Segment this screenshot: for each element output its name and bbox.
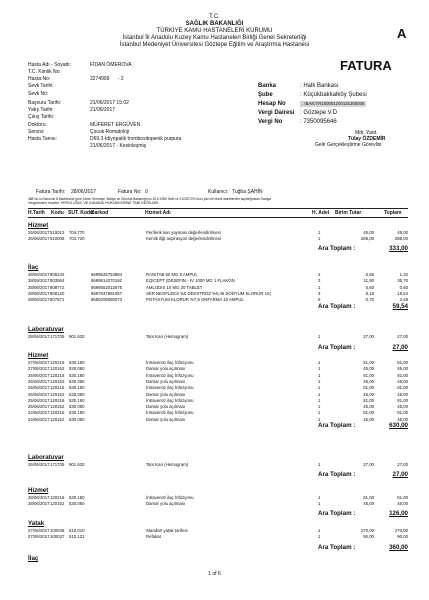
row-total: 270,00 [394, 528, 408, 533]
row-date: 28/06/2017 [28, 284, 50, 290]
table-row [28, 398, 408, 404]
row-name: EQICEPT (DESEFIN - IV 1000 MG 1 FLAKON [146, 278, 235, 284]
corner-letter: A [397, 26, 407, 41]
signer-role: Gelir Gerçekleştirme Görevlisi [315, 142, 382, 148]
row-name: Refakat [146, 534, 161, 540]
table-row [28, 379, 408, 385]
row-name: Tam Kan (Hemogram) [146, 334, 189, 339]
yatis-value: 21/06/2017 [90, 107, 116, 113]
tani-value-2: 21/06/2017 - Kesinleşmiş [90, 143, 147, 149]
row-date: 26/06/2017 [28, 230, 50, 235]
subtotal-value: 126,00 [389, 510, 408, 517]
row-name: Damar yolu açılması [146, 416, 186, 422]
row-code: 120216 [50, 397, 65, 403]
row-code: 120216 [50, 385, 65, 391]
row-unit: 45,00 [363, 501, 374, 507]
row-name: AMLODIS 10 MG 20 TABLET [146, 284, 203, 290]
row-sut: 530.060 [69, 404, 85, 410]
fatura-title: FATURA [340, 58, 392, 73]
row-name: POTASYUM KLORUR %7,5 ONFARMA 10 AMPUL [146, 297, 244, 303]
section-title: Hizmet [28, 487, 49, 494]
invoice-no-label: Fatura No: [118, 189, 142, 195]
table-row [28, 285, 408, 291]
row-code: 120152 [50, 391, 65, 397]
row-sut: 530.060 [69, 501, 85, 507]
row-sut: 530.060 [69, 378, 85, 384]
row-code: 120152 [50, 416, 65, 422]
table-row [28, 410, 408, 416]
row-name: Standart yatak tarifesi [146, 528, 188, 533]
row-sut: 530.060 [69, 416, 85, 422]
row-date: 28/06/2017 [28, 272, 50, 277]
row-total: 1,32 [399, 272, 408, 277]
row-total: 81,00 [397, 360, 408, 365]
row-total: 81,00 [397, 397, 408, 403]
row-sut: 530.060 [69, 366, 85, 372]
table-row [28, 366, 408, 372]
row-unit: 45,00 [363, 230, 374, 235]
row-qty: 1 [318, 230, 321, 235]
row-code: 808120 [50, 290, 65, 296]
row-qty: 1 [318, 397, 321, 403]
table-row [28, 534, 408, 540]
row-qty: 1 [318, 534, 321, 540]
row-sut: 510.010 [69, 528, 85, 533]
sevk-tarihi-label: Sevk Tarihi: [28, 83, 54, 89]
row-sut: 530.160 [69, 385, 85, 391]
header-top-rule [28, 208, 408, 209]
row-code: 100037 [50, 534, 65, 540]
row-qty: 3 [318, 290, 321, 296]
row-qty: 1 [318, 366, 321, 372]
row-unit: 45,00 [363, 391, 374, 397]
basvuru-value: 21/06/2017 15:02 [90, 100, 129, 106]
row-name: Damar yolu açılması [146, 501, 186, 507]
row-qty: 1 [318, 284, 321, 290]
row-sut: 901.620 [69, 462, 85, 467]
row-qty: 3 [318, 278, 321, 284]
row-unit: 45,00 [363, 404, 374, 410]
table-row [28, 230, 408, 236]
row-total: 0,50 [399, 284, 408, 290]
col-toplam: Toplam [384, 210, 402, 216]
kullanici-label: Kullanıcı: [208, 189, 229, 195]
row-code: 120216 [50, 410, 65, 416]
invoice-date-label: Fatura Tarihi: [36, 189, 66, 195]
subtotal-label: Ara Toplam : [318, 245, 356, 252]
header-tc: T.C. [209, 14, 220, 20]
row-unit: 0,50 [365, 284, 374, 290]
row-date: 26/06/2017 [28, 372, 50, 378]
row-date: 28/06/2017 [28, 278, 50, 284]
row-qty: 1 [318, 236, 321, 242]
sevk-no-label: Sevk No: [28, 91, 49, 97]
subtotal-value: 333,00 [389, 245, 408, 252]
header-ministry: SAĞLIK BAKANLIĞI [185, 21, 244, 27]
row-unit: 81,00 [363, 410, 374, 416]
row-total: 81,00 [397, 495, 408, 500]
row-date: 28/06/2017 [28, 495, 50, 500]
hasta-no-label: Hasta No: [28, 76, 51, 82]
col-sut: SUT. Kodu [68, 210, 93, 216]
row-barkod: 8680206090073 [91, 297, 123, 303]
row-sut: 530.160 [69, 360, 85, 365]
row-unit: 45,00 [363, 366, 374, 372]
row-code: 171705 [50, 462, 65, 467]
table-row [28, 360, 408, 366]
row-qty: 1 [318, 495, 321, 500]
row-date: 26/06/2017 [28, 385, 50, 391]
row-name: İntravenöz ilaç İnfüzyonu [146, 385, 194, 391]
doktor-value: MÜFERET ERGÜVEN [90, 122, 141, 128]
subtotal-label: Ara Toplam : [318, 471, 356, 478]
servis-label: Servisi: [28, 129, 45, 135]
row-qty: 1 [318, 501, 321, 507]
table-row [28, 278, 408, 284]
subtotal-value: 630,00 [389, 422, 408, 429]
section-title: Hizmet [28, 352, 49, 359]
row-total: 90,00 [397, 534, 408, 540]
row-date: 25/06/2017 [28, 404, 50, 410]
row-total: 27,00 [397, 462, 408, 467]
row-total: 45,00 [397, 501, 408, 507]
header-hospital: İstanbul Medeniyet Üniversitesi Göztepe Eğitim ve Araştırma Hastanesi [119, 42, 310, 48]
row-barkod: 8699525753984 [91, 272, 123, 277]
row-unit: 81,00 [363, 360, 374, 365]
row-code: 803564 [50, 278, 65, 284]
row-date: 26/06/2017 [28, 462, 50, 467]
row-date: 26/06/2017 [28, 236, 50, 242]
row-date: 27/06/2017 [28, 534, 50, 540]
row-unit: 81,00 [363, 372, 374, 378]
invoice-date-value: 28/06/2017 [71, 189, 97, 195]
row-qty: 1 [318, 416, 321, 422]
row-date: 27/06/2017 [28, 366, 50, 372]
row-sut: 901.620 [69, 334, 85, 339]
row-code: 120216 [50, 372, 65, 378]
table-row [28, 236, 408, 242]
subtotal-label: Ara Toplam : [318, 510, 356, 517]
row-unit: 11,90 [363, 278, 374, 284]
col-kodu: Kodu [51, 210, 64, 216]
row-code: 120216 [50, 360, 65, 365]
row-date: 28/06/2017 [28, 334, 50, 339]
row-code: 808132 [50, 272, 65, 277]
hasta-no-value: 3274999 - 2 [90, 76, 124, 82]
basvuru-label: Başvuru Tarihi: [28, 100, 61, 106]
table-row [28, 495, 408, 501]
row-total: 27,00 [397, 334, 408, 339]
banka-value: : Halk Bankası [300, 83, 339, 89]
row-code: 808772 [50, 284, 65, 290]
vn-value: : 7350095646 [300, 119, 337, 125]
row-sut: 530.160 [69, 410, 85, 416]
row-qty: 1 [318, 410, 321, 416]
row-date: 26/06/2017 [28, 378, 50, 384]
row-qty: 5 [318, 297, 321, 303]
row-qty: 1 [318, 404, 321, 410]
table-row [28, 334, 408, 340]
subtotal-value: 360,00 [389, 544, 408, 551]
row-qty: 1 [318, 462, 321, 467]
row-sut: 530.160 [69, 372, 85, 378]
table-row [28, 404, 408, 410]
row-total: 45,00 [397, 378, 408, 384]
row-unit: 81,00 [363, 397, 374, 403]
yatis-label: Yatış Tarihi: [28, 107, 54, 113]
row-total: 288,00 [394, 236, 408, 242]
row-date: 28/06/2017 [28, 501, 50, 507]
row-barkod: 8697637891057 [91, 290, 123, 296]
row-code: 807671 [50, 297, 65, 303]
section-title-ilac-continued: İlaç [28, 555, 39, 562]
row-qty: 1 [318, 385, 321, 391]
col-adet: H. Adet [312, 210, 330, 216]
row-qty: 2 [318, 272, 321, 277]
table-row [28, 528, 408, 534]
row-unit: 0,66 [365, 272, 374, 277]
row-name: Damar yolu açılması [146, 391, 186, 397]
row-barkod: 8699814270192 [91, 278, 123, 284]
row-date: 24/06/2017 [28, 410, 50, 416]
row-sut: 510.121 [69, 534, 85, 540]
row-date: 25/06/2017 [28, 397, 50, 403]
row-unit: 288,00 [360, 236, 374, 242]
row-total: 81,00 [397, 410, 408, 416]
table-row [28, 385, 408, 391]
row-qty: 1 [318, 372, 321, 378]
row-qty: 1 [318, 528, 321, 533]
subtotal-label: Ara Toplam : [318, 303, 356, 310]
subtotal-label: Ara Toplam : [318, 344, 356, 351]
row-total: 45,00 [397, 230, 408, 235]
table-row [28, 291, 408, 297]
subtotal-value: 59,54 [392, 303, 408, 310]
row-name: İntravenöz ilaç İnfüzyonu [146, 397, 194, 403]
row-unit: 27,00 [363, 462, 374, 467]
row-unit: 81,00 [363, 385, 374, 391]
row-name: İntravenöz ilaç İnfüzyonu [146, 495, 194, 500]
subtotal-label: Ara Toplam : [318, 544, 356, 551]
row-name: Kemik iliği aspirasyon değerlendirilmesi [146, 236, 221, 242]
vd-label: Vergi Dairesi [258, 110, 295, 116]
table-row [28, 392, 408, 398]
row-code: 120152 [50, 501, 65, 507]
signer-name: Tülay ÖZDEMİR [348, 136, 386, 142]
table-row [28, 272, 408, 278]
row-date: 24/06/2017 [28, 416, 50, 422]
row-name: Damar yolu açılması [146, 378, 186, 384]
table-row [28, 373, 408, 379]
row-total: 45,00 [397, 391, 408, 397]
row-total: 45,00 [397, 416, 408, 422]
name-label: Hasta Adı - Soyadı: [28, 62, 72, 68]
row-date: 25/06/2017 [28, 391, 50, 397]
row-code: 100038 [50, 528, 65, 533]
row-sut: 704.720 [69, 236, 85, 242]
law-text-1: 488 No.lu Kanunun 8.Maddesine göre Döner Sermaye, Maliye ve Gümrük Bakanlığı'nın 25.5.1985 Tarih ve 210/20720 No.lu yazı ile resmi daireilerden sayıldığından Damga [28, 197, 271, 201]
row-name: İntravenöz ilaç İnfüzyonu [146, 372, 194, 378]
row-total: 81,00 [397, 385, 408, 391]
row-total: 35,70 [397, 278, 408, 284]
section-title: İlaç [28, 264, 39, 271]
hesap-value: : IBAN:TR150001200131300005 [302, 101, 365, 106]
col-barkod: Barkod [91, 210, 109, 216]
row-date: 27/06/2017 [28, 528, 50, 533]
row-unit: 270,00 [360, 528, 374, 533]
row-sut: 704.770 [69, 230, 85, 235]
row-code: 120152 [50, 378, 65, 384]
row-total: 18,54 [397, 290, 408, 296]
name-value: FİDAN ÖMEROVA [90, 62, 132, 68]
doktor-label: Doktoru: [28, 122, 47, 128]
header-bottom-rule [28, 217, 408, 218]
row-unit: 0,70 [365, 297, 374, 303]
table-row [28, 462, 408, 468]
row-sut: 530.160 [69, 397, 85, 403]
row-qty: 1 [318, 360, 321, 365]
subtotal-value: 27,00 [392, 344, 408, 351]
row-date: 27/06/2017 [28, 360, 50, 365]
row-code: 120216 [50, 495, 65, 500]
col-hizmet: Hizmet Adı [145, 210, 171, 216]
row-name: Periferik kan yayması değerlendirilmesi [146, 230, 221, 235]
hesap-label: Hesap No [258, 101, 286, 107]
col-birim: Birim Tutar [335, 210, 362, 216]
row-code: 120152 [50, 404, 65, 410]
signer-title: Mdr. Yard. [355, 130, 378, 136]
servis-value: Çocuk Romatoloji [90, 129, 130, 135]
row-code: 510008 [50, 236, 65, 242]
row-name: İntravenöz ilaç İnfüzyonu [146, 360, 194, 365]
row-qty: 1 [318, 334, 321, 339]
section-title: Laboratuvar [28, 326, 64, 333]
row-qty: 1 [318, 378, 321, 384]
section-title: Hizmet [28, 222, 49, 229]
row-unit: 90,00 [363, 534, 374, 540]
row-unit: 27,00 [363, 334, 374, 339]
row-total: 45,00 [397, 366, 408, 372]
row-date: 28/06/2017 [28, 290, 50, 296]
row-sut: 530.060 [69, 391, 85, 397]
row-sut: 530.160 [69, 495, 85, 500]
row-name: RANITAB 50 MG 5 AMPUL [146, 272, 198, 277]
law-text-2: Vergisinden muaftır. VERGİ USUL VE KANUNU HÜKÜMLERİNE TABİ DEĞİLDİR. [28, 201, 160, 205]
row-name: İntravenöz ilaç İnfüzyonu [146, 410, 194, 416]
tani-value-1: D69.3-İdiyopatik trombositopenik purpura [90, 136, 182, 142]
subtotal-value: 27,00 [392, 471, 408, 478]
row-unit: 6,18 [365, 290, 374, 296]
sube-label: Şube [258, 92, 273, 98]
page-number: 1 of 6 [208, 571, 221, 577]
table-row [28, 501, 408, 507]
section-title: Yatak [28, 520, 45, 527]
row-unit: 45,00 [363, 416, 374, 422]
row-total: 3,48 [399, 297, 408, 303]
row-total: 45,00 [397, 404, 408, 410]
header-union: İstanbul İli Anadolu Kuzey Kamu Hastaneleri Birliği Genel Sekreterliği [122, 35, 307, 41]
tc-label: T.C. Kimlik No: [28, 69, 61, 75]
row-code: 171705 [50, 334, 65, 339]
col-tarih: H.Tarih [28, 210, 45, 216]
row-unit: 45,00 [363, 378, 374, 384]
sube-value: : Küçükbakkalköy Şubesi [300, 92, 367, 98]
vd-value: : Göztepe V.D [300, 110, 338, 116]
row-date: 28/06/2017 [28, 297, 50, 303]
row-name: Tam Kan (Hemogram) [146, 462, 189, 467]
section-title: Laboratuvar [28, 454, 64, 461]
header-institution: TÜRKİYE KAMU HASTANELERİ KURUMU [156, 28, 273, 34]
row-name: SER NEOFLEKS %5 DEKSTROZ %0,45 SODYUM KLORÜR 10( [146, 290, 271, 296]
kullanici-value: Tuğba ŞAHİN [232, 189, 263, 195]
subtotal-label: Ara Toplam : [318, 422, 356, 429]
row-unit: 81,00 [363, 495, 374, 500]
banka-label: Banka [258, 83, 277, 89]
row-name: Damar yolu açılması [146, 366, 186, 372]
invoice-no-value: 0 [145, 189, 148, 195]
vn-label: Vergi No [258, 119, 283, 125]
row-code: 510013 [50, 230, 65, 235]
row-code: 120152 [50, 366, 65, 372]
row-name: Damar yolu açılması [146, 404, 186, 410]
cikis-label: Çıkış Tarihi: [28, 114, 55, 120]
row-barkod: 8699552012875 [91, 284, 123, 290]
tani-label: Hasta Tanısı: [28, 136, 58, 142]
row-qty: 1 [318, 391, 321, 397]
row-total: 81,00 [397, 372, 408, 378]
